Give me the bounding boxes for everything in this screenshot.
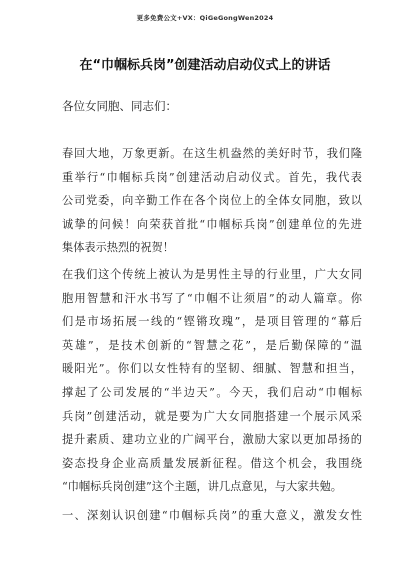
document-title: 在“巾帼标兵岗”创建活动启动仪式上的讲话 [79,58,331,73]
text-line: 诚挚的问候！向荣获首批“巾帼标兵岗”创建单位的先进 [62,217,362,231]
text-line: 集体表示热烈的祝贺！ [62,241,174,255]
text-line: 胞用智慧和汗水书写了“巾帼不让须眉”的动人篇章。你 [62,291,362,305]
text-line: 春回大地，万象更新。在这生机盎然的美好时节，我们隆 [62,147,362,160]
text-line: 在我们这个传统上被认为是男性主导的行业里，广大女同 [62,268,362,281]
salutation: 各位女同胞、同志们： [62,99,177,113]
paragraph-opening [62,142,362,260]
text-line: 英雄”，是技术创新的“智慧之花”，是后勤保障的“温 [62,338,362,352]
text-line: 撑起了公司发展的“半边天”。今天，我们启动“巾帼标 [62,385,362,399]
text-line: 公司党委，向辛勤工作在各个岗位上的全体女同胞，致以 [62,194,362,208]
text-line: 兵岗”创建活动，就是要为广大女同胞搭建一个展示风采 [62,409,362,423]
text-line: “巾帼标兵岗创建”这个主题，讲几点意见，与大家共勉。 [62,480,342,494]
text-line: 重举行“巾帼标兵岗”创建活动启动仪式。首先，我代表 [62,170,362,184]
text-line: 姿态投身企业高质量发展新征程。借这个机会，我围绕 [62,456,362,470]
paragraph-body [62,263,362,499]
text-line: 一、深刻认识创建“巾帼标兵岗”的重大意义，激发女性 [62,509,362,522]
text-line: 暖阳光”。你们以女性特有的坚韧、细腻、智慧和担当， [62,362,362,376]
text-line: 们是市场拓展一线的“铿锵玫瑰”，是项目管理的“幕后 [62,315,362,329]
section-heading-1 [62,504,362,528]
header-note: 更多免费公文+VX：QiGeGongWen2024 [136,14,274,22]
text-line: 提升素质、建功立业的广阔平台，激励大家以更加昂扬的 [62,433,362,447]
